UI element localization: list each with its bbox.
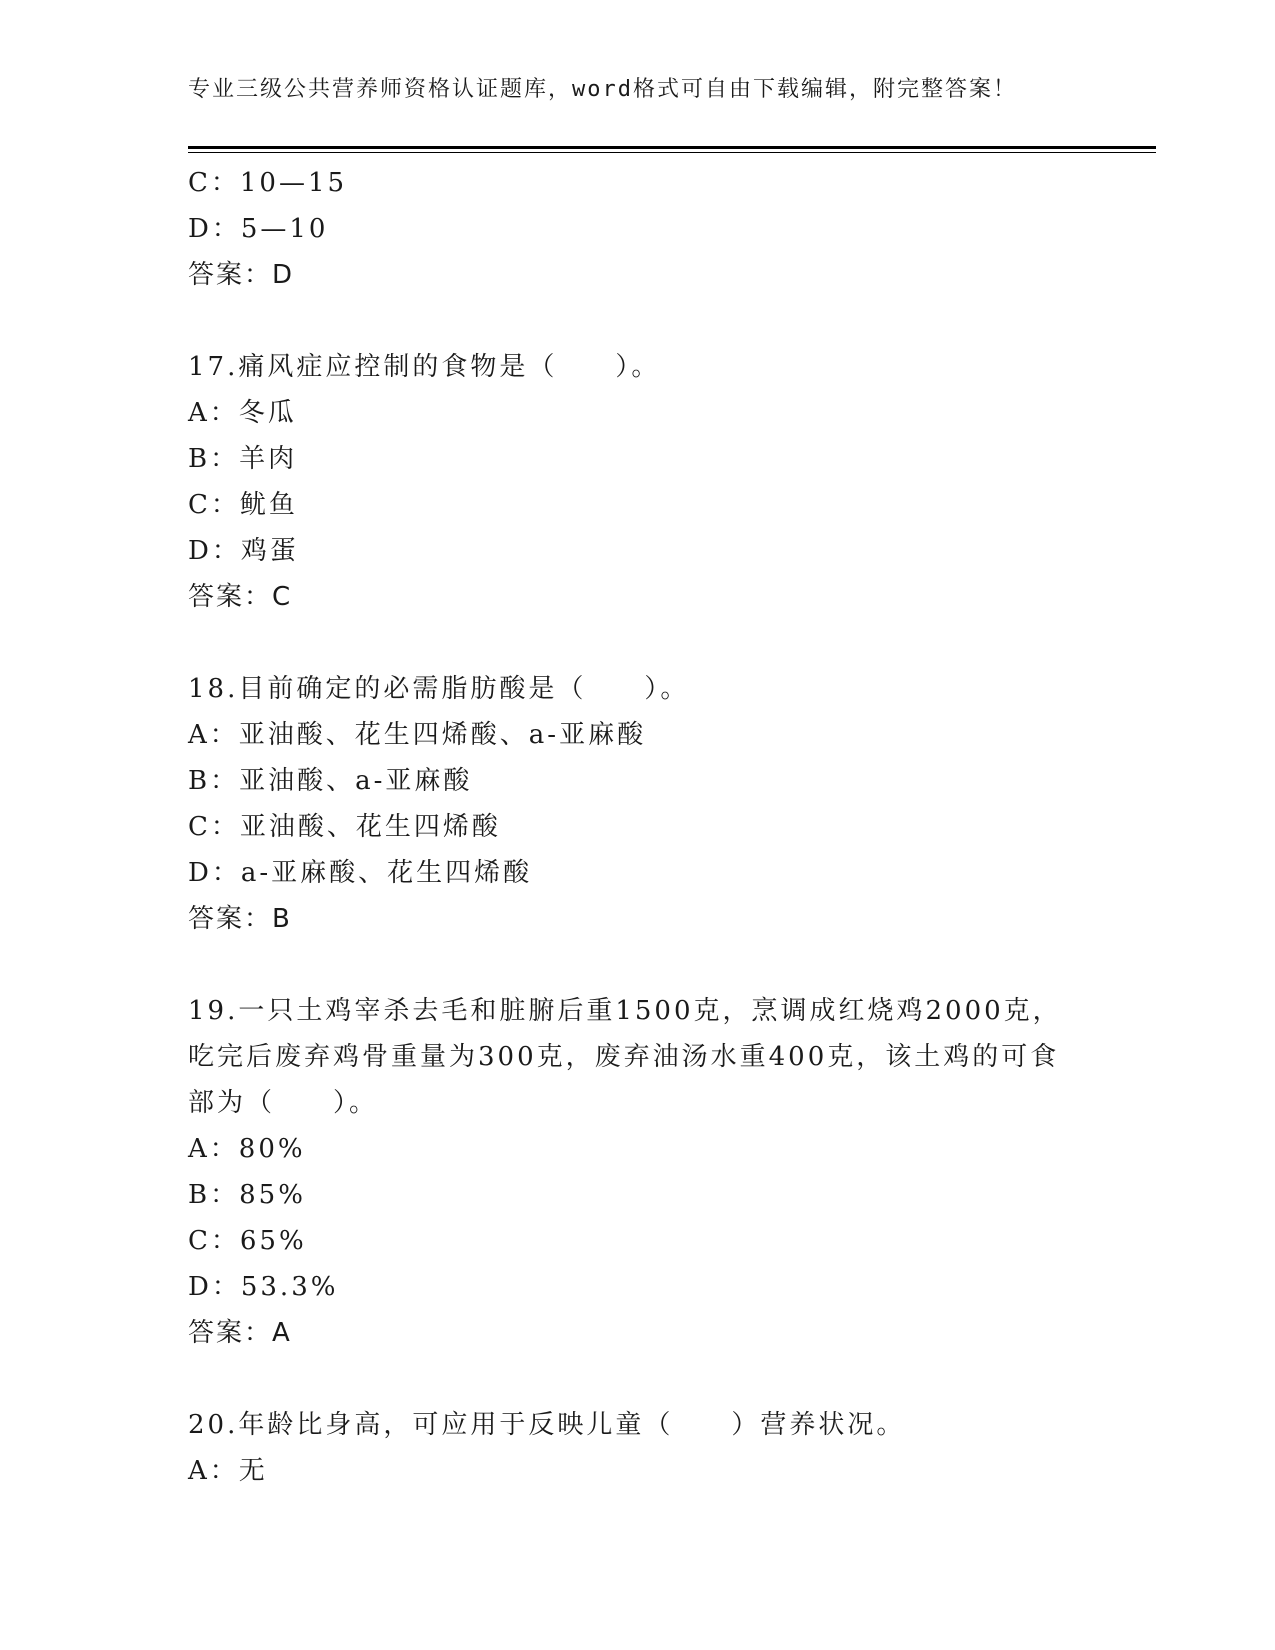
question-20 [188,1402,1088,1494]
answer-line: 答案：D [188,260,295,290]
question-stem: 17.痛风症应控制的食物是（ ）。 [188,352,661,382]
option-b: B：亚油酸、a-亚麻酸 [188,766,473,796]
question-fragment [188,160,1088,298]
question-17 [188,344,1088,620]
option-c: C：亚油酸、花生四烯酸 [188,812,501,842]
header-rule-thick [188,146,1156,149]
option-a: A：无 [188,1456,268,1486]
page-header: 专业三级公共营养师资格认证题库，word格式可自由下载编辑，附完整答案！ [188,77,1017,102]
question-18 [188,666,1088,942]
question-stem: 18.目前确定的必需脂肪酸是（ ）。 [188,674,690,704]
question-stem: 20.年龄比身高，可应用于反映儿童（ ）营养状况。 [188,1410,906,1440]
option-c: C：10—15 [188,168,348,198]
question-list [188,160,1088,1494]
option-a: A：80% [188,1134,306,1164]
option-a: A：冬瓜 [188,398,297,428]
option-d: D：5—10 [188,214,329,244]
option-d: D：a-亚麻酸、花生四烯酸 [188,858,533,888]
answer-line: 答案：B [188,904,292,934]
header-rule-thin [188,152,1156,153]
option-c: C：鱿鱼 [188,490,298,520]
question-19 [188,988,1088,1356]
option-b: B：羊肉 [188,444,298,474]
option-b: B：85% [188,1180,306,1210]
answer-line: 答案：A [188,1318,292,1348]
option-a: A：亚油酸、花生四烯酸、a-亚麻酸 [188,720,647,750]
option-c: C：65% [188,1226,307,1256]
option-d: D：鸡蛋 [188,536,299,566]
question-stem: 19.一只土鸡宰杀去毛和脏腑后重1500克，烹调成红烧鸡2000克，吃完后废弃鸡骨重量为300克，废弃油汤水重400克，该土鸡的可食部为（ ）。 [188,996,1062,1118]
answer-line: 答案：C [188,582,293,612]
option-d: D：53.3% [188,1272,339,1302]
